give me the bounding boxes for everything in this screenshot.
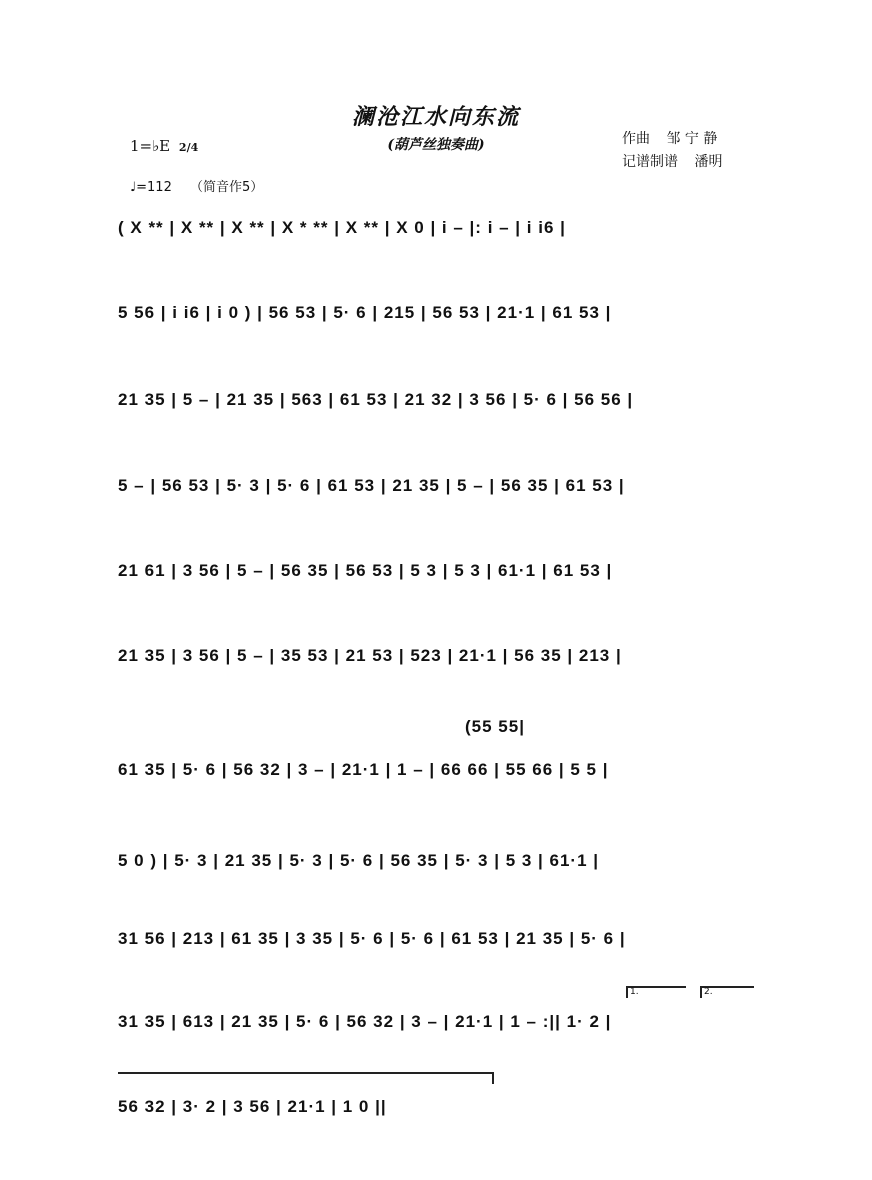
score-row-text: 61 35 | 5· 6 | 56 32 | 3 – | 21·1 | 1 – | 66 66 | 55 66 | 5 5 | bbox=[118, 760, 609, 779]
score-row-text: 5 0 ) | 5· 3 | 21 35 | 5· 3 | 5· 6 | 56 35 | 5· 3 | 5 3 | 61·1 | bbox=[118, 851, 600, 870]
volta-bracket bbox=[626, 986, 628, 998]
key-signature bbox=[130, 137, 198, 155]
volta-bracket bbox=[700, 986, 702, 998]
score-row bbox=[118, 929, 754, 949]
score-row bbox=[118, 1012, 754, 1032]
tempo-note: （简音作5） bbox=[189, 180, 264, 195]
score-row bbox=[118, 218, 754, 238]
score-row-text: 21 35 | 3 56 | 5 – | 35 53 | 21 53 | 523 | 21·1 | 56 35 | 213 | bbox=[118, 646, 622, 665]
tempo-value: ♩=112 bbox=[130, 180, 172, 195]
score-row bbox=[118, 476, 754, 496]
transcriber-label: 记谱制谱 bbox=[622, 154, 678, 170]
composer-label: 作曲 bbox=[622, 131, 650, 147]
score-row-text: (55 55| bbox=[465, 717, 525, 736]
score-row-text: ( X ** | X ** | X ** | X * ** | X ** | X 0 | i – |: i – | i i6 | bbox=[118, 218, 566, 237]
composer-name: 邹 宁 静 bbox=[666, 131, 718, 147]
score-row bbox=[118, 1097, 754, 1117]
score-row bbox=[118, 851, 754, 871]
score-ossia bbox=[465, 717, 545, 737]
score-row bbox=[118, 561, 754, 581]
score-row bbox=[118, 646, 754, 666]
volta-label: 2. bbox=[704, 987, 713, 997]
volta-bracket bbox=[492, 1072, 494, 1084]
score-row-text: 21 35 | 5 – | 21 35 | 563 | 61 53 | 21 32 | 3 56 | 5· 6 | 56 56 | bbox=[118, 390, 634, 409]
score-row-text: 31 56 | 213 | 61 35 | 3 35 | 5· 6 | 5· 6 | 61 53 | 21 35 | 5· 6 | bbox=[118, 929, 626, 948]
score-row-text: 5 – | 56 53 | 5· 3 | 5· 6 | 61 53 | 21 35 | 5 – | 56 35 | 61 53 | bbox=[118, 476, 625, 495]
score-row-text: 5 56 | i i6 | i 0 ) | 56 53 | 5· 6 | 215 | 56 53 | 21·1 | 61 53 | bbox=[118, 303, 612, 322]
score-row bbox=[118, 390, 754, 410]
transcriber-line bbox=[622, 151, 722, 171]
score-row-text: 56 32 | 3· 2 | 3 56 | 21·1 | 1 0 || bbox=[118, 1097, 387, 1116]
volta-bracket bbox=[118, 1072, 493, 1074]
page-subtitle: (葫芦丝独奏曲) bbox=[387, 137, 485, 153]
tempo-marking bbox=[130, 176, 263, 195]
volta-label: 1. bbox=[630, 987, 639, 997]
score-row-text: 21 61 | 3 56 | 5 – | 56 35 | 56 53 | 5 3 | 5 3 | 61·1 | 61 53 | bbox=[118, 561, 613, 580]
composer-line bbox=[622, 128, 717, 148]
page-title: 澜沧江水向东流 bbox=[351, 104, 520, 130]
score-row bbox=[118, 760, 754, 780]
time-signature: 2/4 bbox=[178, 141, 199, 154]
transcriber-name: 潘明 bbox=[694, 154, 723, 170]
score-row bbox=[118, 303, 754, 323]
key-label: 1=♭E bbox=[130, 137, 171, 155]
score-row-text: 31 35 | 613 | 21 35 | 5· 6 | 56 32 | 3 – | 21·1 | 1 – :|| 1· 2 | bbox=[118, 1012, 612, 1031]
